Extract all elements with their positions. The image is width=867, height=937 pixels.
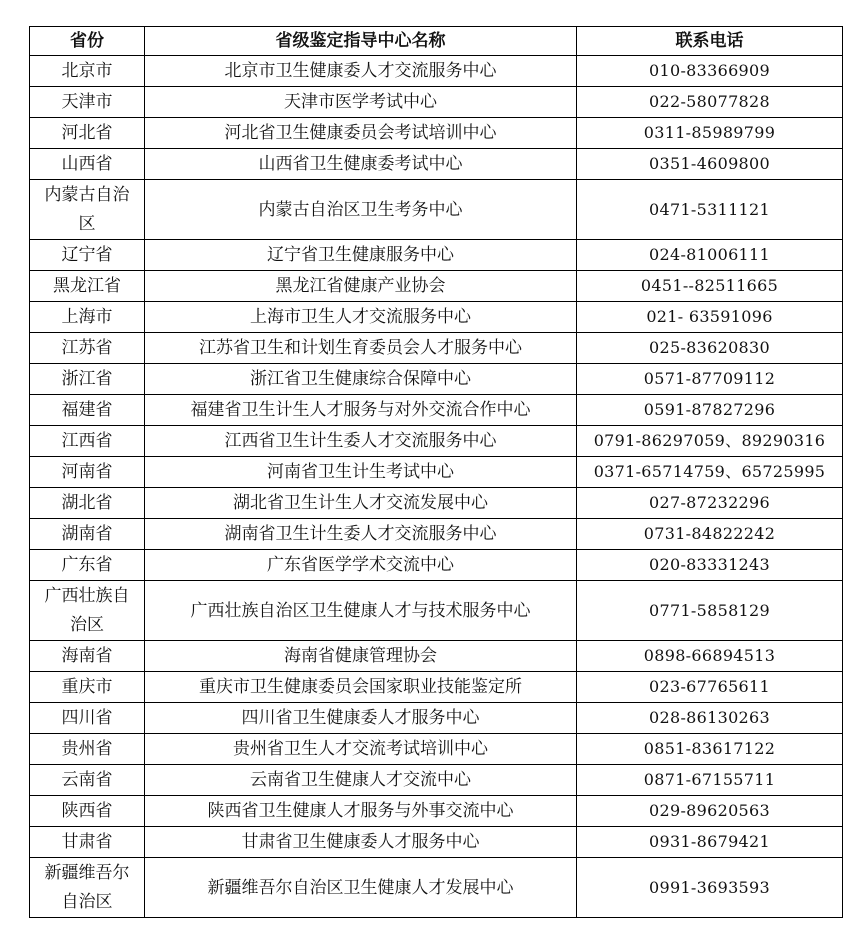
center-name-cell: 新疆维吾尔自治区卫生健康人才发展中心 [145,858,577,918]
province-cell: 黑龙江省 [30,271,145,302]
phone-cell: 025-83620830 [577,333,843,364]
center-name-cell: 陕西省卫生健康人才服务与外事交流中心 [145,796,577,827]
province-cell: 广东省 [30,550,145,581]
province-cell: 四川省 [30,703,145,734]
phone-cell: 0571-87709112 [577,364,843,395]
table-row [30,395,843,426]
phone-cell: 029-89620563 [577,796,843,827]
center-name-cell: 辽宁省卫生健康服务中心 [145,240,577,271]
phone-cell: 010-83366909 [577,56,843,87]
appraisal-center-table [29,26,843,918]
center-name-cell: 黑龙江省健康产业协会 [145,271,577,302]
province-cell: 辽宁省 [30,240,145,271]
phone-cell: 022-58077828 [577,87,843,118]
center-name-cell: 重庆市卫生健康委员会国家职业技能鉴定所 [145,672,577,703]
table-row [30,302,843,333]
phone-cell: 024-81006111 [577,240,843,271]
center-name-cell: 内蒙古自治区卫生考务中心 [145,180,577,240]
phone-cell: 0898-66894513 [577,641,843,672]
table-row [30,672,843,703]
province-cell: 江苏省 [30,333,145,364]
table-row [30,827,843,858]
province-cell: 广西壮族自治区 [30,581,145,641]
table-row [30,426,843,457]
header-row [30,27,843,56]
center-name-cell: 广西壮族自治区卫生健康人才与技术服务中心 [145,581,577,641]
table-body [30,56,843,918]
table-row [30,519,843,550]
province-cell: 河北省 [30,118,145,149]
table-row [30,333,843,364]
center-name-cell: 福建省卫生计生人才服务与对外交流合作中心 [145,395,577,426]
province-cell: 甘肃省 [30,827,145,858]
phone-cell: 0991-3693593 [577,858,843,918]
center-name-cell: 江苏省卫生和计划生育委员会人才服务中心 [145,333,577,364]
header-province: 省份 [30,27,145,56]
phone-cell: 028-86130263 [577,703,843,734]
phone-cell: 0731-84822242 [577,519,843,550]
province-cell: 内蒙古自治区 [30,180,145,240]
table-row [30,581,843,641]
header-center-name: 省级鉴定指导中心名称 [145,27,577,56]
phone-cell: 0471-5311121 [577,180,843,240]
province-cell: 浙江省 [30,364,145,395]
center-name-cell: 河南省卫生计生考试中心 [145,457,577,488]
center-name-cell: 浙江省卫生健康综合保障中心 [145,364,577,395]
phone-cell: 0351-4609800 [577,149,843,180]
center-name-cell: 甘肃省卫生健康委人才服务中心 [145,827,577,858]
province-cell: 重庆市 [30,672,145,703]
table-wrapper [29,26,843,918]
table-row [30,858,843,918]
province-cell: 上海市 [30,302,145,333]
province-cell: 陕西省 [30,796,145,827]
phone-cell: 0871-67155711 [577,765,843,796]
table-row [30,87,843,118]
center-name-cell: 上海市卫生人才交流服务中心 [145,302,577,333]
table-row [30,796,843,827]
province-cell: 天津市 [30,87,145,118]
center-name-cell: 广东省医学学术交流中心 [145,550,577,581]
phone-cell: 0771-5858129 [577,581,843,641]
province-cell: 江西省 [30,426,145,457]
center-name-cell: 天津市医学考试中心 [145,87,577,118]
center-name-cell: 云南省卫生健康人才交流中心 [145,765,577,796]
table-row [30,550,843,581]
table-row [30,56,843,87]
province-cell: 河南省 [30,457,145,488]
province-cell: 福建省 [30,395,145,426]
table-row [30,180,843,240]
table-row [30,734,843,765]
center-name-cell: 四川省卫生健康委人才服务中心 [145,703,577,734]
center-name-cell: 河北省卫生健康委员会考试培训中心 [145,118,577,149]
table-row [30,149,843,180]
table-row [30,240,843,271]
center-name-cell: 贵州省卫生人才交流考试培训中心 [145,734,577,765]
table-row [30,457,843,488]
province-cell: 海南省 [30,641,145,672]
province-cell: 云南省 [30,765,145,796]
center-name-cell: 北京市卫生健康委人才交流服务中心 [145,56,577,87]
center-name-cell: 湖北省卫生计生人才交流发展中心 [145,488,577,519]
phone-cell: 023-67765611 [577,672,843,703]
province-cell: 湖南省 [30,519,145,550]
table-row [30,271,843,302]
center-name-cell: 海南省健康管理协会 [145,641,577,672]
phone-cell: 027-87232296 [577,488,843,519]
province-cell: 北京市 [30,56,145,87]
table-row [30,488,843,519]
header-phone: 联系电话 [577,27,843,56]
table-row [30,118,843,149]
phone-cell: 0931-8679421 [577,827,843,858]
phone-cell: 021- 63591096 [577,302,843,333]
table-row [30,364,843,395]
table-row [30,765,843,796]
province-cell: 贵州省 [30,734,145,765]
center-name-cell: 山西省卫生健康委考试中心 [145,149,577,180]
table-row [30,703,843,734]
phone-cell: 0591-87827296 [577,395,843,426]
center-name-cell: 江西省卫生计生委人才交流服务中心 [145,426,577,457]
phone-cell: 0791-86297059、89290316 [577,426,843,457]
phone-cell: 0311-85989799 [577,118,843,149]
phone-cell: 0371-65714759、65725995 [577,457,843,488]
phone-cell: 0851-83617122 [577,734,843,765]
phone-cell: 020-83331243 [577,550,843,581]
table-row [30,641,843,672]
province-cell: 山西省 [30,149,145,180]
phone-cell: 0451--82511665 [577,271,843,302]
province-cell: 湖北省 [30,488,145,519]
center-name-cell: 湖南省卫生计生委人才交流服务中心 [145,519,577,550]
province-cell: 新疆维吾尔自治区 [30,858,145,918]
